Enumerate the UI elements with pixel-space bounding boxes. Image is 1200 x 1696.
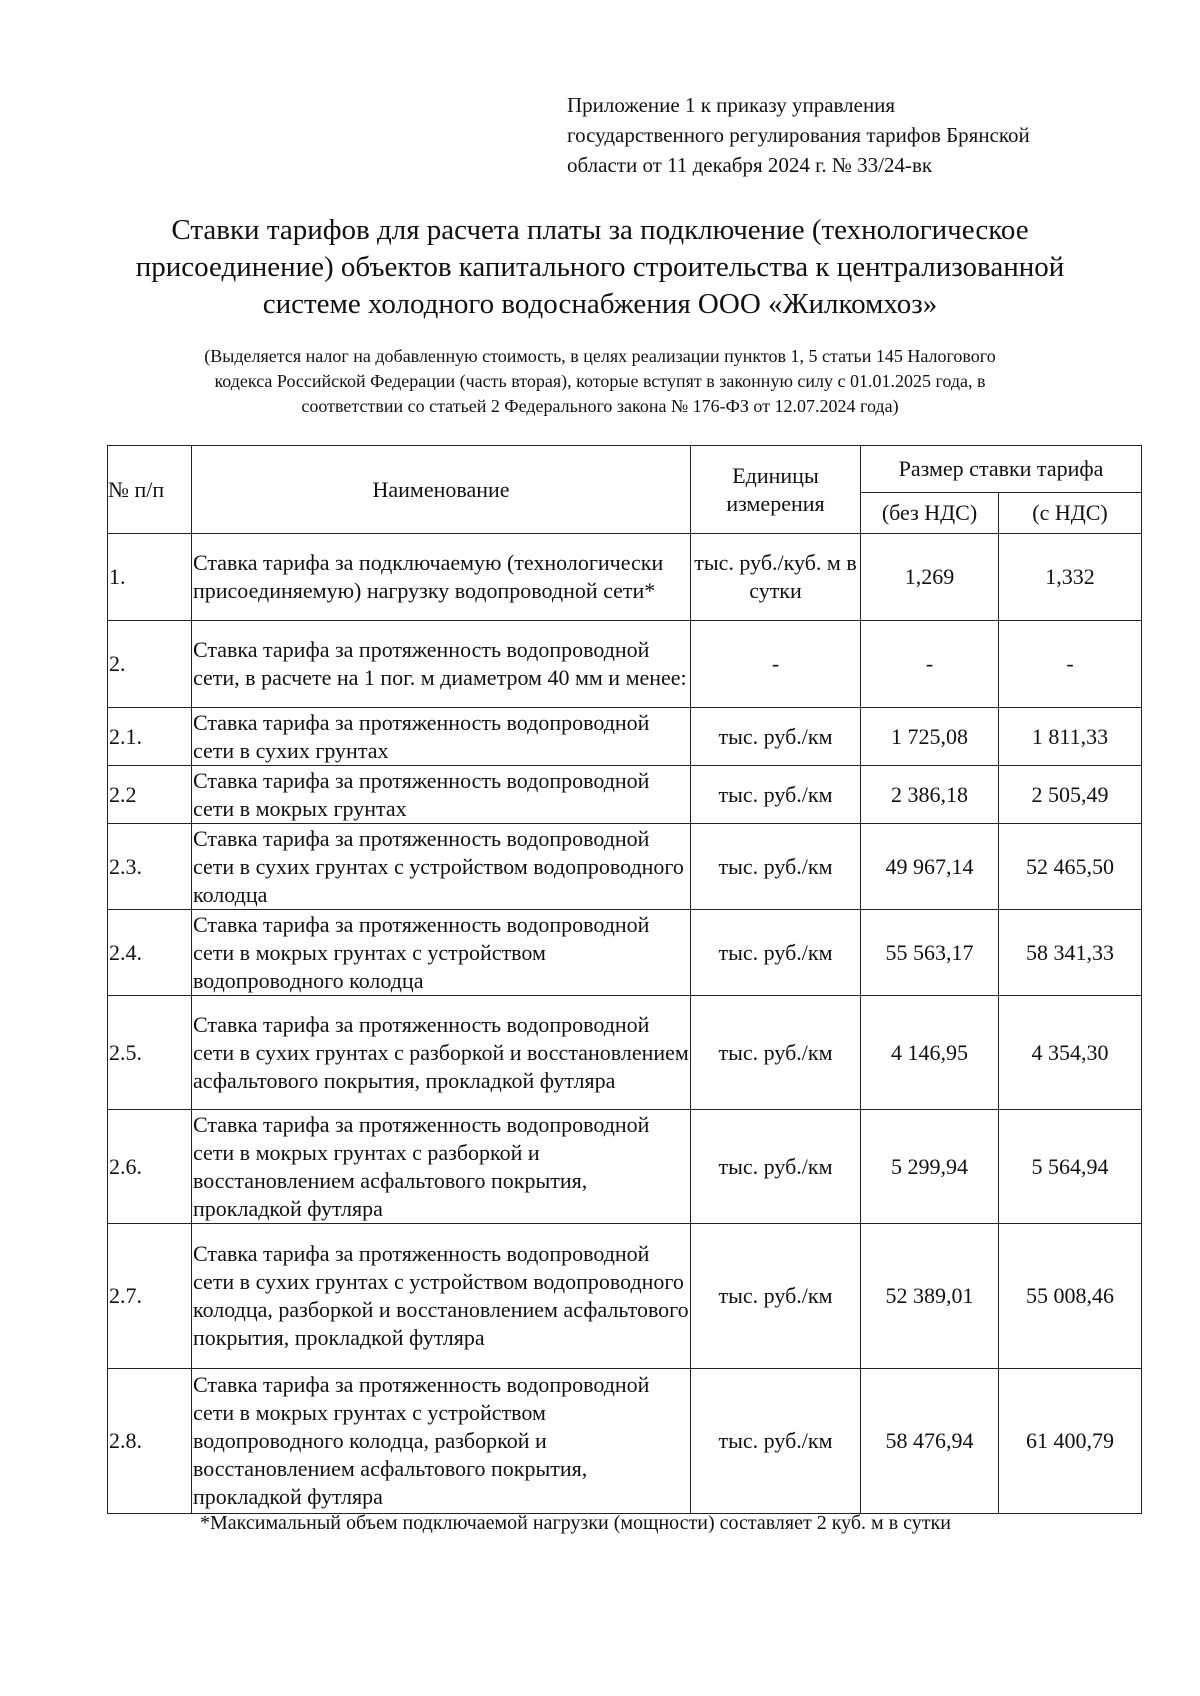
row-num: 2.5. — [108, 996, 192, 1110]
table-row — [108, 824, 1142, 910]
note-line: (Выделяется налог на добавленную стоимость, в целях реализации пунктов 1, 5 статьи 145 Налогового — [204, 346, 996, 366]
row-without-vat: 49 967,14 — [861, 824, 999, 910]
appendix-line: государственного регулирования тарифов Брянской — [567, 123, 1030, 147]
header-unit: Единицы измерения — [691, 446, 861, 534]
title-line: Ставки тарифов для расчета платы за подключение (технологическое — [171, 214, 1029, 246]
table-row — [108, 621, 1142, 708]
row-with-vat: 2 505,49 — [999, 766, 1142, 824]
row-name: Ставка тарифа за протяженность водопроводной сети в сухих грунтах — [192, 708, 691, 766]
row-unit: тыс. руб./км — [691, 1369, 861, 1514]
row-without-vat: 1 725,08 — [861, 708, 999, 766]
row-name: Ставка тарифа за протяженность водопроводной сети, в расчете на 1 пог. м диаметром 40 мм и менее: — [192, 621, 691, 708]
row-num: 2.6. — [108, 1110, 192, 1224]
table-row — [108, 708, 1142, 766]
row-with-vat: 52 465,50 — [999, 824, 1142, 910]
row-unit: тыс. руб./км — [691, 766, 861, 824]
note-line: соответствии со статьей 2 Федерального закона № 176-ФЗ от 12.07.2024 года) — [301, 396, 899, 416]
appendix-reference — [567, 90, 1167, 180]
row-name: Ставка тарифа за протяженность водопроводной сети в мокрых грунтах — [192, 766, 691, 824]
table-row — [108, 534, 1142, 621]
table-row — [108, 1110, 1142, 1224]
row-num: 1. — [108, 534, 192, 621]
row-num: 2.3. — [108, 824, 192, 910]
table-row — [108, 996, 1142, 1110]
row-with-vat: 58 341,33 — [999, 910, 1142, 996]
row-name: Ставка тарифа за протяженность водопроводной сети в сухих грунтах с устройством водопроводного колодца — [192, 824, 691, 910]
row-unit: тыс. руб./км — [691, 996, 861, 1110]
appendix-line: области от 11 декабря 2024 г. № 33/24-вк — [567, 153, 933, 177]
row-num: 2.1. — [108, 708, 192, 766]
row-unit: - — [691, 621, 861, 708]
row-with-vat: 55 008,46 — [999, 1224, 1142, 1369]
row-name: Ставка тарифа за протяженность водопроводной сети в сухих грунтах с устройством водопроводного колодца, разборкой и восстановлением асфальтового покрытия, прокладкой футляра — [192, 1224, 691, 1369]
vat-note — [80, 344, 1120, 419]
row-name: Ставка тарифа за протяженность водопроводной сети в мокрых грунтах с устройством водопроводного колодца, разборкой и восстановлением асфальтового покрытия, прокладкой футляра — [192, 1369, 691, 1514]
table-row — [108, 910, 1142, 996]
row-with-vat: 1 811,33 — [999, 708, 1142, 766]
note-line: кодекса Российской Федерации (часть вторая), которые вступят в законную силу с 01.01.2025 года, в — [214, 371, 986, 391]
header-with-vat: (с НДС) — [999, 493, 1142, 534]
table-body — [108, 534, 1142, 1514]
row-with-vat: 61 400,79 — [999, 1369, 1142, 1514]
title-line: системе холодного водоснабжения ООО «Жилкомхоз» — [262, 288, 938, 320]
row-num: 2.8. — [108, 1369, 192, 1514]
row-name: Ставка тарифа за протяженность водопроводной сети в сухих грунтах с разборкой и восстановлением асфальтового покрытия, прокладкой футляра — [192, 996, 691, 1110]
row-without-vat: 2 386,18 — [861, 766, 999, 824]
table-row — [108, 766, 1142, 824]
row-unit: тыс. руб./км — [691, 1224, 861, 1369]
tariff-table — [107, 445, 1142, 1514]
header-num: № п/п — [108, 446, 192, 534]
header-name: Наименование — [192, 446, 691, 534]
row-num: 2.4. — [108, 910, 192, 996]
row-num: 2.2 — [108, 766, 192, 824]
row-num: 2.7. — [108, 1224, 192, 1369]
row-unit: тыс. руб./км — [691, 1110, 861, 1224]
row-with-vat: 1,332 — [999, 534, 1142, 621]
row-without-vat: - — [861, 621, 999, 708]
footnote: *Максимальный объем подключаемой нагрузки (мощности) составляет 2 куб. м в сутки — [200, 1512, 951, 1534]
row-without-vat: 4 146,95 — [861, 996, 999, 1110]
tariff-table-container — [107, 445, 1142, 1514]
row-with-vat: 4 354,30 — [999, 996, 1142, 1110]
appendix-line: Приложение 1 к приказу управления — [567, 93, 896, 117]
row-without-vat: 58 476,94 — [861, 1369, 999, 1514]
row-unit: тыс. руб./куб. м в сутки — [691, 534, 861, 621]
table-row — [108, 1224, 1142, 1369]
row-unit: тыс. руб./км — [691, 824, 861, 910]
row-name: Ставка тарифа за подключаемую (технологически присоединяемую) нагрузку водопроводной сети* — [192, 534, 691, 621]
header-without-vat: (без НДС) — [861, 493, 999, 534]
table-row — [108, 1369, 1142, 1514]
row-without-vat: 5 299,94 — [861, 1110, 999, 1224]
header-rate: Размер ставки тарифа — [861, 446, 1142, 493]
row-num: 2. — [108, 621, 192, 708]
row-without-vat: 1,269 — [861, 534, 999, 621]
row-without-vat: 52 389,01 — [861, 1224, 999, 1369]
row-unit: тыс. руб./км — [691, 708, 861, 766]
row-with-vat: - — [999, 621, 1142, 708]
row-without-vat: 55 563,17 — [861, 910, 999, 996]
title-line: присоединение) объектов капитального строительства к централизованной — [135, 251, 1065, 283]
row-name: Ставка тарифа за протяженность водопроводной сети в мокрых грунтах с устройством водопроводного колодца — [192, 910, 691, 996]
document-title — [60, 212, 1140, 323]
row-name: Ставка тарифа за протяженность водопроводной сети в мокрых грунтах с разборкой и восстановлением асфальтового покрытия, прокладкой футляра — [192, 1110, 691, 1224]
row-unit: тыс. руб./км — [691, 910, 861, 996]
row-with-vat: 5 564,94 — [999, 1110, 1142, 1224]
